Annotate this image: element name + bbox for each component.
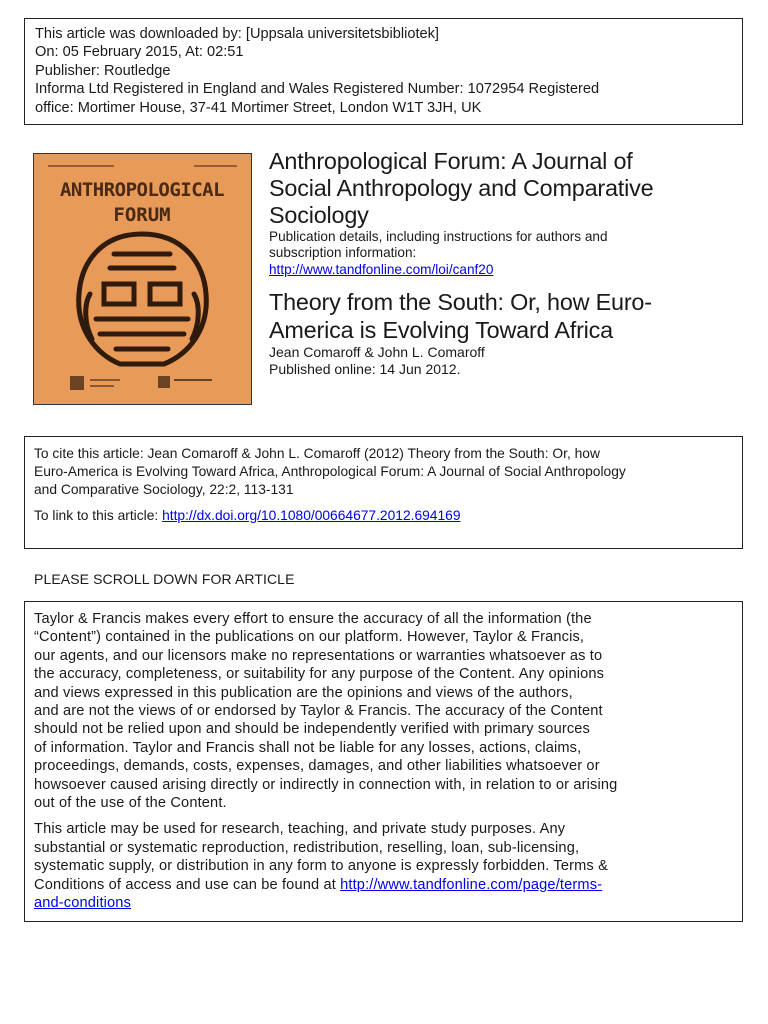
disclaimer-line: the accuracy, completeness, or suitability for any purpose of the Content. Any opinions [34,666,605,683]
disclaimer-line: proceedings, demands, costs, expenses, damages, and other liabilities whatsoever or [34,758,600,775]
terms-link-part1[interactable]: http://www.tandfonline.com/page/terms- [340,876,603,893]
citation-line1: To cite this article: Jean Comaroff & John L. Comaroff (2012) Theory from the South: Or, how [34,446,600,461]
registration-line: Informa Ltd Registered in England and Wales Registered Number: 1072954 Registered [35,81,600,98]
disclaimer-line: howsoever caused arising directly or indirectly in connection with, in relation to or arising [34,776,618,793]
office-address-line: office: Mortimer House, 37-41 Mortimer Street, London W1T 3JH, UK [35,99,482,116]
disclaimer-paragraph-2 [34,820,733,912]
publisher-line: Publisher: Routledge [35,62,171,79]
publication-details-line2: subscription information: [269,245,417,261]
disclaimer-line: our agents, and our licensors make no representations or warranties whatsoever as to [34,647,603,664]
article-title-line2: America is Evolving Toward Africa [269,316,613,343]
link-label: To link to this article: [34,507,163,523]
citation-line3: and Comparative Sociology, 22:2, 113-131 [34,482,294,498]
disclaimer-line: Taylor & Francis makes every effort to ensure the accuracy of all the information (the [34,611,592,627]
disclaimer-line: Conditions of access and use can be found at [34,876,341,893]
scroll-notice: PLEASE SCROLL DOWN FOR ARTICLE [34,571,295,587]
disclaimer-line: out of the use of the Content. [34,795,227,812]
disclaimer-line: and are not the views of or endorsed by Taylor & Francis. The accuracy of the Content [34,703,603,720]
article-title-line1: Theory from the South: Or, how Euro- [269,288,652,315]
disclaimer-line: substantial or systematic reproduction, redistribution, reselling, loan, sub-licensing, [34,839,580,856]
download-date-line: On: 05 February 2015, At: 02:51 [35,44,244,61]
citation-line2: Euro-America is Evolving Toward Africa, Anthropological Forum: A Journal of Social Anthropology [34,464,626,480]
disclaimer-paragraph-1 [34,610,733,812]
journal-title-line2: Social Anthropology and Comparative [269,175,654,201]
published-date: Published online: 14 Jun 2012. [269,360,461,377]
journal-title-line3: Sociology [269,202,369,228]
citation-box [24,436,743,549]
disclaimer-box [24,601,743,922]
download-notice-box [24,18,743,125]
disclaimer-line: This article may be used for research, teaching, and private study purposes. Any [34,821,566,838]
disclaimer-line: “Content”) contained in the publications on our platform. However, Taylor & Francis, [34,629,585,646]
disclaimer-line: systematic supply, or distribution in any form to anyone is expressly forbidden. Terms & [34,858,608,875]
cover-masthead-line2: FORUM [113,204,171,226]
mask-motif-icon [34,154,251,404]
terms-link-part2[interactable]: and-conditions [34,895,132,912]
article-authors: Jean Comaroff & John L. Comaroff [269,343,485,360]
disclaimer-line: should not be relied upon and should be independently verified with primary sources [34,721,591,738]
journal-info [269,148,739,378]
cover-masthead-line1: ANTHROPOLOGICAL [59,179,225,201]
publication-details-line1: Publication details, including instructions for authors and [269,229,608,244]
disclaimer-line: of information. Taylor and Francis shall not be liable for any losses, actions, claims, [34,739,582,756]
journal-cover-image [33,153,252,405]
journal-title-line1: Anthropological Forum: A Journal of [269,148,633,174]
journal-url-link[interactable]: http://www.tandfonline.com/loi/canf20 [269,261,494,277]
doi-link[interactable]: http://dx.doi.org/10.1080/00664677.2012.694169 [162,507,461,523]
download-notice-line: This article was downloaded by: [Uppsala universitetsbibliotek] [35,26,439,42]
disclaimer-line: and views expressed in this publication are the opinions and views of the authors, [34,684,573,701]
